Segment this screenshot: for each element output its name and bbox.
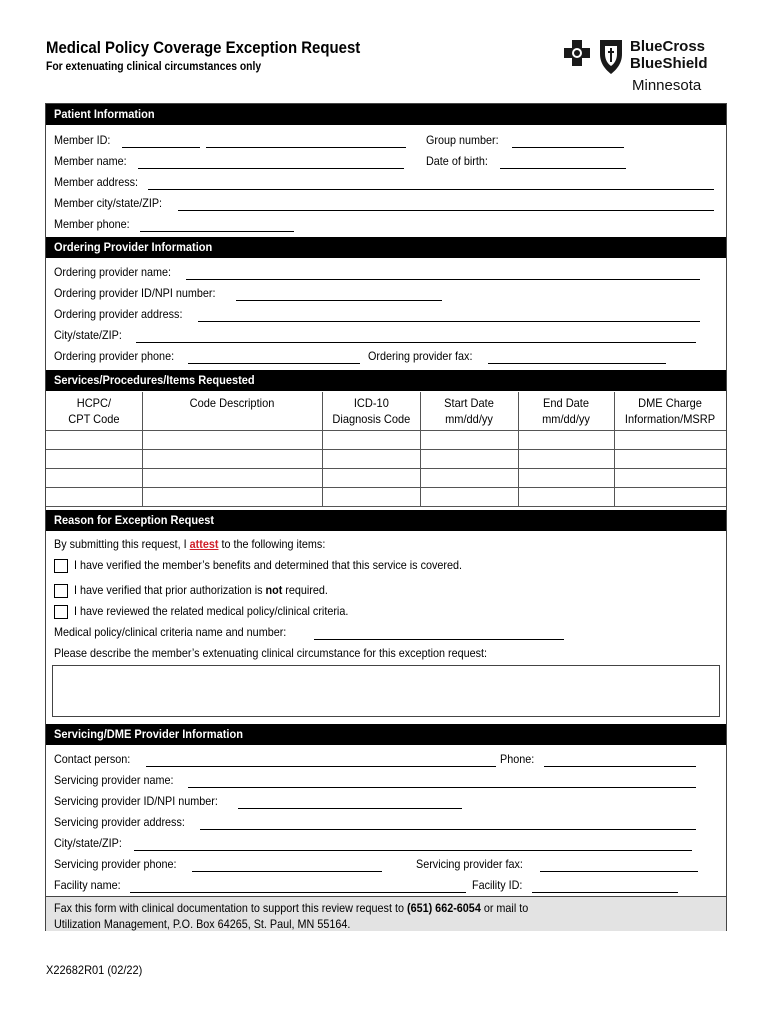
prior-auth-checkbox[interactable]	[54, 584, 68, 598]
request-form	[45, 103, 727, 931]
patient-section-header: Patient Information	[46, 104, 726, 125]
table-cell[interactable]	[46, 430, 142, 449]
attest-emphasis: attest	[189, 537, 219, 551]
ordering-phone-row	[54, 349, 724, 369]
table-cell[interactable]	[420, 430, 518, 449]
logo-text-bluecross: BlueCross	[630, 38, 706, 55]
table-cell[interactable]	[322, 430, 420, 449]
table-cell[interactable]	[518, 449, 614, 468]
servicing-address-row	[54, 815, 724, 835]
table-cell[interactable]	[420, 487, 518, 506]
servicing-name-field[interactable]	[188, 787, 696, 788]
facility-name-field[interactable]	[130, 892, 466, 893]
servicing-city-field[interactable]	[134, 850, 692, 851]
table-row	[46, 468, 726, 487]
logo-text-minnesota: Minnesota	[632, 77, 702, 94]
cross-shield-icon	[560, 36, 628, 80]
ordering-city-field[interactable]	[136, 342, 696, 343]
table-row	[46, 449, 726, 468]
describe-row	[54, 646, 724, 666]
facility-name-label: Facility name:	[54, 878, 121, 892]
servicing-city-row	[54, 836, 724, 856]
benefits-verified-checkbox[interactable]	[54, 559, 68, 573]
fax-instructions-line2: Utilization Management, P.O. Box 64265, St. Paul, MN 55164.	[54, 917, 351, 931]
col-end-date: End Date mm/dd/yy	[518, 392, 614, 430]
col-start-date: Start Date mm/dd/yy	[420, 392, 518, 430]
services-section-header: Services/Procedures/Items Requested	[46, 370, 726, 391]
member-city-row	[54, 196, 724, 216]
check-prior-auth-row	[54, 583, 724, 603]
ordering-phone-label: Ordering provider phone:	[54, 349, 175, 363]
check-policy-row	[54, 604, 724, 624]
col-dme-charge: DME Charge Information/MSRP	[614, 392, 726, 430]
form-code: X22682R01 (02/22)	[46, 963, 143, 977]
servicing-npi-row	[54, 794, 724, 814]
ordering-address-field[interactable]	[198, 321, 700, 322]
table-cell[interactable]	[614, 449, 726, 468]
member-address-field[interactable]	[148, 189, 714, 190]
member-address-row	[54, 175, 724, 195]
facility-row	[54, 878, 724, 898]
table-cell[interactable]	[518, 430, 614, 449]
ordering-fax-label: Ordering provider fax:	[368, 349, 473, 363]
ordering-section-header: Ordering Provider Information	[46, 237, 726, 258]
check-benefits-row	[54, 558, 724, 578]
table-cell[interactable]	[420, 449, 518, 468]
group-number-field[interactable]	[512, 147, 624, 148]
table-cell[interactable]	[518, 487, 614, 506]
servicing-name-row	[54, 773, 724, 793]
policy-reviewed-label: I have reviewed the related medical policy/clinical criteria.	[74, 604, 349, 618]
table-cell[interactable]	[46, 487, 142, 506]
group-number-label: Group number:	[426, 133, 499, 147]
servicing-name-label: Servicing provider name:	[54, 773, 174, 787]
member-phone-field[interactable]	[140, 231, 294, 232]
ordering-fax-field[interactable]	[488, 363, 666, 364]
servicing-section-header: Servicing/DME Provider Information	[46, 724, 726, 745]
ordering-address-label: Ordering provider address:	[54, 307, 183, 321]
facility-id-field[interactable]	[532, 892, 678, 893]
member-name-label: Member name:	[54, 154, 127, 168]
prior-auth-label: I have verified that prior authorization is not required.	[74, 583, 328, 597]
table-cell[interactable]	[322, 449, 420, 468]
services-table	[46, 392, 726, 507]
member-id-suffix-field[interactable]	[206, 147, 406, 148]
member-id-label: Member ID:	[54, 133, 111, 147]
member-city-label: Member city/state/ZIP:	[54, 196, 163, 210]
contact-person-label: Contact person:	[54, 752, 131, 766]
ordering-npi-field[interactable]	[236, 300, 442, 301]
criteria-label: Medical policy/clinical criteria name and number:	[54, 625, 287, 639]
criteria-row	[54, 625, 724, 645]
bcbs-logo	[560, 36, 735, 96]
servicing-phone-field[interactable]	[192, 871, 382, 872]
contact-person-field[interactable]	[146, 766, 496, 767]
policy-reviewed-checkbox[interactable]	[54, 605, 68, 619]
facility-id-label: Facility ID:	[472, 878, 523, 892]
table-cell[interactable]	[518, 468, 614, 487]
member-address-label: Member address:	[54, 175, 139, 189]
criteria-field[interactable]	[314, 639, 564, 640]
table-cell[interactable]	[142, 487, 322, 506]
ordering-name-label: Ordering provider name:	[54, 265, 172, 279]
table-cell[interactable]	[614, 487, 726, 506]
table-cell[interactable]	[142, 468, 322, 487]
describe-label: Please describe the member’s extenuating clinical circumstance for this exception request:	[54, 646, 488, 660]
contact-phone-field[interactable]	[544, 766, 696, 767]
attest-intro-text: By submitting this request, I attest to the following items:	[54, 537, 326, 551]
table-cell[interactable]	[614, 468, 726, 487]
member-id-field[interactable]	[122, 147, 200, 148]
ordering-city-row	[54, 328, 724, 348]
ordering-phone-field[interactable]	[188, 363, 360, 364]
table-cell[interactable]	[322, 468, 420, 487]
member-city-field[interactable]	[178, 210, 714, 211]
member-name-row	[54, 154, 724, 174]
attest-intro-row	[54, 537, 724, 557]
table-cell[interactable]	[142, 449, 322, 468]
ordering-city-label: City/state/ZIP:	[54, 328, 122, 342]
table-cell[interactable]	[322, 487, 420, 506]
member-id-row	[54, 133, 724, 153]
col-code-description: Code Description	[142, 392, 322, 430]
table-row	[46, 487, 726, 506]
table-cell[interactable]	[46, 449, 142, 468]
servicing-fax-field[interactable]	[540, 871, 698, 872]
date-of-birth-field[interactable]	[500, 168, 626, 169]
table-cell[interactable]	[614, 430, 726, 449]
table-row	[46, 430, 726, 449]
servicing-city-label: City/state/ZIP:	[54, 836, 122, 850]
table-cell[interactable]	[420, 468, 518, 487]
circumstance-textarea[interactable]	[52, 665, 720, 717]
ordering-address-row	[54, 307, 724, 327]
contact-phone-label: Phone:	[500, 752, 535, 766]
col-hcpc-cpt: HCPC/ CPT Code	[46, 392, 142, 430]
servicing-fax-label: Servicing provider fax:	[416, 857, 523, 871]
page-subtitle: For extenuating clinical circumstances only	[46, 61, 262, 73]
servicing-address-label: Servicing provider address:	[54, 815, 185, 829]
fax-number: (651) 662-6054	[406, 901, 481, 915]
table-cell[interactable]	[142, 430, 322, 449]
ordering-npi-label: Ordering provider ID/NPI number:	[54, 286, 216, 300]
logo-text-blueshield: BlueShield	[630, 55, 708, 72]
member-phone-row	[54, 217, 724, 237]
table-cell[interactable]	[46, 468, 142, 487]
servicing-phone-label: Servicing provider phone:	[54, 857, 177, 871]
servicing-npi-field[interactable]	[238, 808, 462, 809]
services-header-row	[46, 392, 726, 430]
page-title: Medical Policy Coverage Exception Request	[46, 38, 361, 57]
ordering-name-row	[54, 265, 724, 285]
member-name-field[interactable]	[138, 168, 404, 169]
fax-instructions	[46, 896, 726, 931]
ordering-npi-row	[54, 286, 724, 306]
servicing-address-field[interactable]	[200, 829, 696, 830]
reason-section-header: Reason for Exception Request	[46, 510, 726, 531]
servicing-npi-label: Servicing provider ID/NPI number:	[54, 794, 218, 808]
date-of-birth-label: Date of birth:	[426, 154, 488, 168]
contact-row	[54, 752, 724, 772]
fax-instructions-line1: Fax this form with clinical documentation to support this review request to (651) 662-6054 or mail to	[54, 901, 529, 915]
col-icd10: ICD-10 Diagnosis Code	[322, 392, 420, 430]
member-phone-label: Member phone:	[54, 217, 130, 231]
ordering-name-field[interactable]	[186, 279, 700, 280]
servicing-phone-row	[54, 857, 724, 877]
benefits-verified-label: I have verified the member’s benefits and determined that this service is covered.	[74, 558, 462, 572]
